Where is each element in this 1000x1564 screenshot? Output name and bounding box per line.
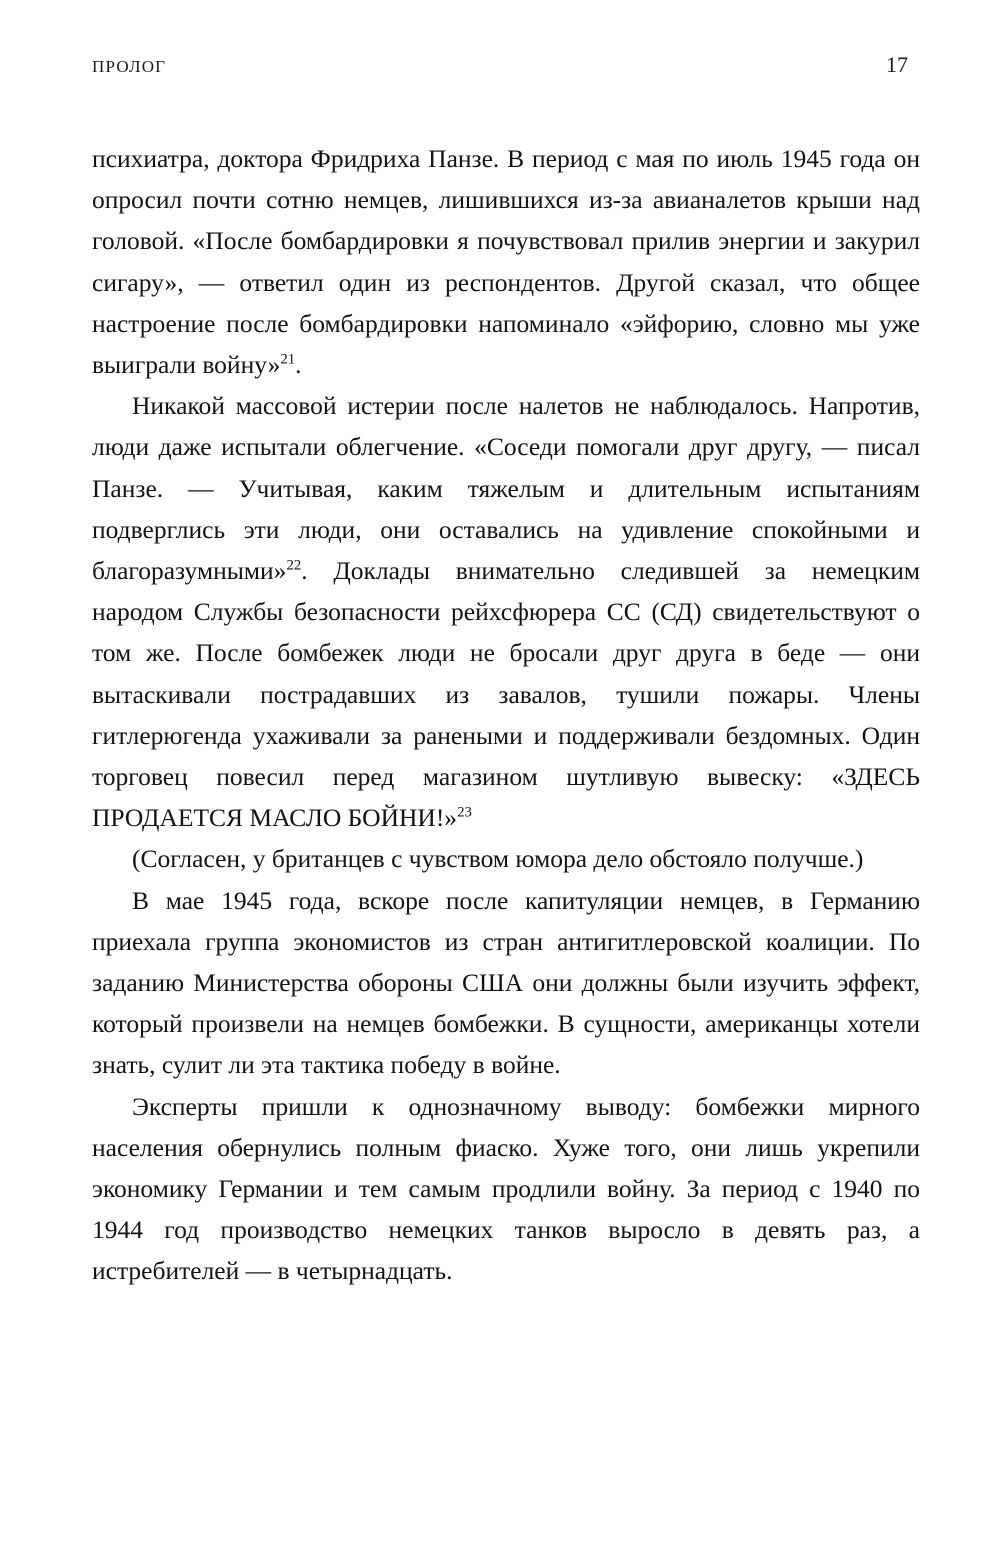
paragraph-text: психиатра, доктора Фридриха Панзе. В период с мая по июль 1945 года он опросил почти сотню немцев, лишившихся из-за авианалетов крыши над головой. «После бомбардировки я почувствовал прилив энергии и закурил сигару», — ответил один из респондентов. Другой сказал, что общее настроение после бомбардировки напоминало «эйфорию, словно мы уже выиграли войну» bbox=[92, 144, 920, 380]
page-header bbox=[92, 52, 908, 80]
paragraph bbox=[92, 1086, 920, 1292]
paragraph bbox=[92, 138, 920, 385]
paragraph bbox=[92, 838, 920, 879]
paragraph bbox=[92, 385, 920, 838]
paragraph-text: В мае 1945 года, вскоре после капитуляции немцев, в Германию приехала группа экономистов из стран антигитлеровской коалиции. По заданию Министерства обороны США они должны были изучить эффект, который произвели на немцев бомбежки. В сущности, американцы хотели знать, сулит ли эта тактика победу в войне. bbox=[92, 885, 920, 1080]
paragraph-tail: . Доклады внимательно следившей за немецким народом Службы безопасности рейхсфюрера СС (СД) свидетельствуют о том же. После бомбежек люди не бросали друг друга в беде — они вытаскивали пострадавших из завалов, тушили пожары. Члены гитлерюгенда ухаживали за ранеными и поддерживали бездомных. Один торговец повесил перед магазином шутливую вывеску: «ЗДЕСЬ ПРОДАЕТСЯ МАСЛО БОЙНИ!» bbox=[92, 556, 920, 833]
body-text bbox=[92, 138, 920, 1292]
paragraph-text: Никакой массовой истерии после налетов не наблюдалось. Напротив, люди даже испытали облегчение. «Соседи помогали друг другу, — писал Панзе. — Учитывая, каким тяжелым и длительным испытаниям подверглись эти люди, они оставались на удивление спокойными и благоразумными» bbox=[92, 391, 920, 586]
paragraph-text: (Согласен, у британцев с чувством юмора дело обстояло получше.) bbox=[132, 844, 864, 874]
paragraph-text: Эксперты пришли к однозначному выводу: бомбежки мирного населения обернулись полным фиаско. Хуже того, они лишь укрепили экономику Германии и тем самым продлили войну. За период с 1940 по 1944 год производство немецких танков выросло в девять раз, а истребителей — в четырнадцать. bbox=[92, 1091, 920, 1286]
footnote-marker: 21 bbox=[280, 351, 296, 368]
footnote-marker: 23 bbox=[457, 804, 472, 821]
footnote-marker: 22 bbox=[286, 557, 302, 574]
paragraph-tail: . bbox=[295, 350, 302, 380]
running-head: ПРОЛОГ bbox=[92, 57, 167, 76]
paragraph bbox=[92, 880, 920, 1086]
page-number: 17 bbox=[886, 52, 908, 77]
